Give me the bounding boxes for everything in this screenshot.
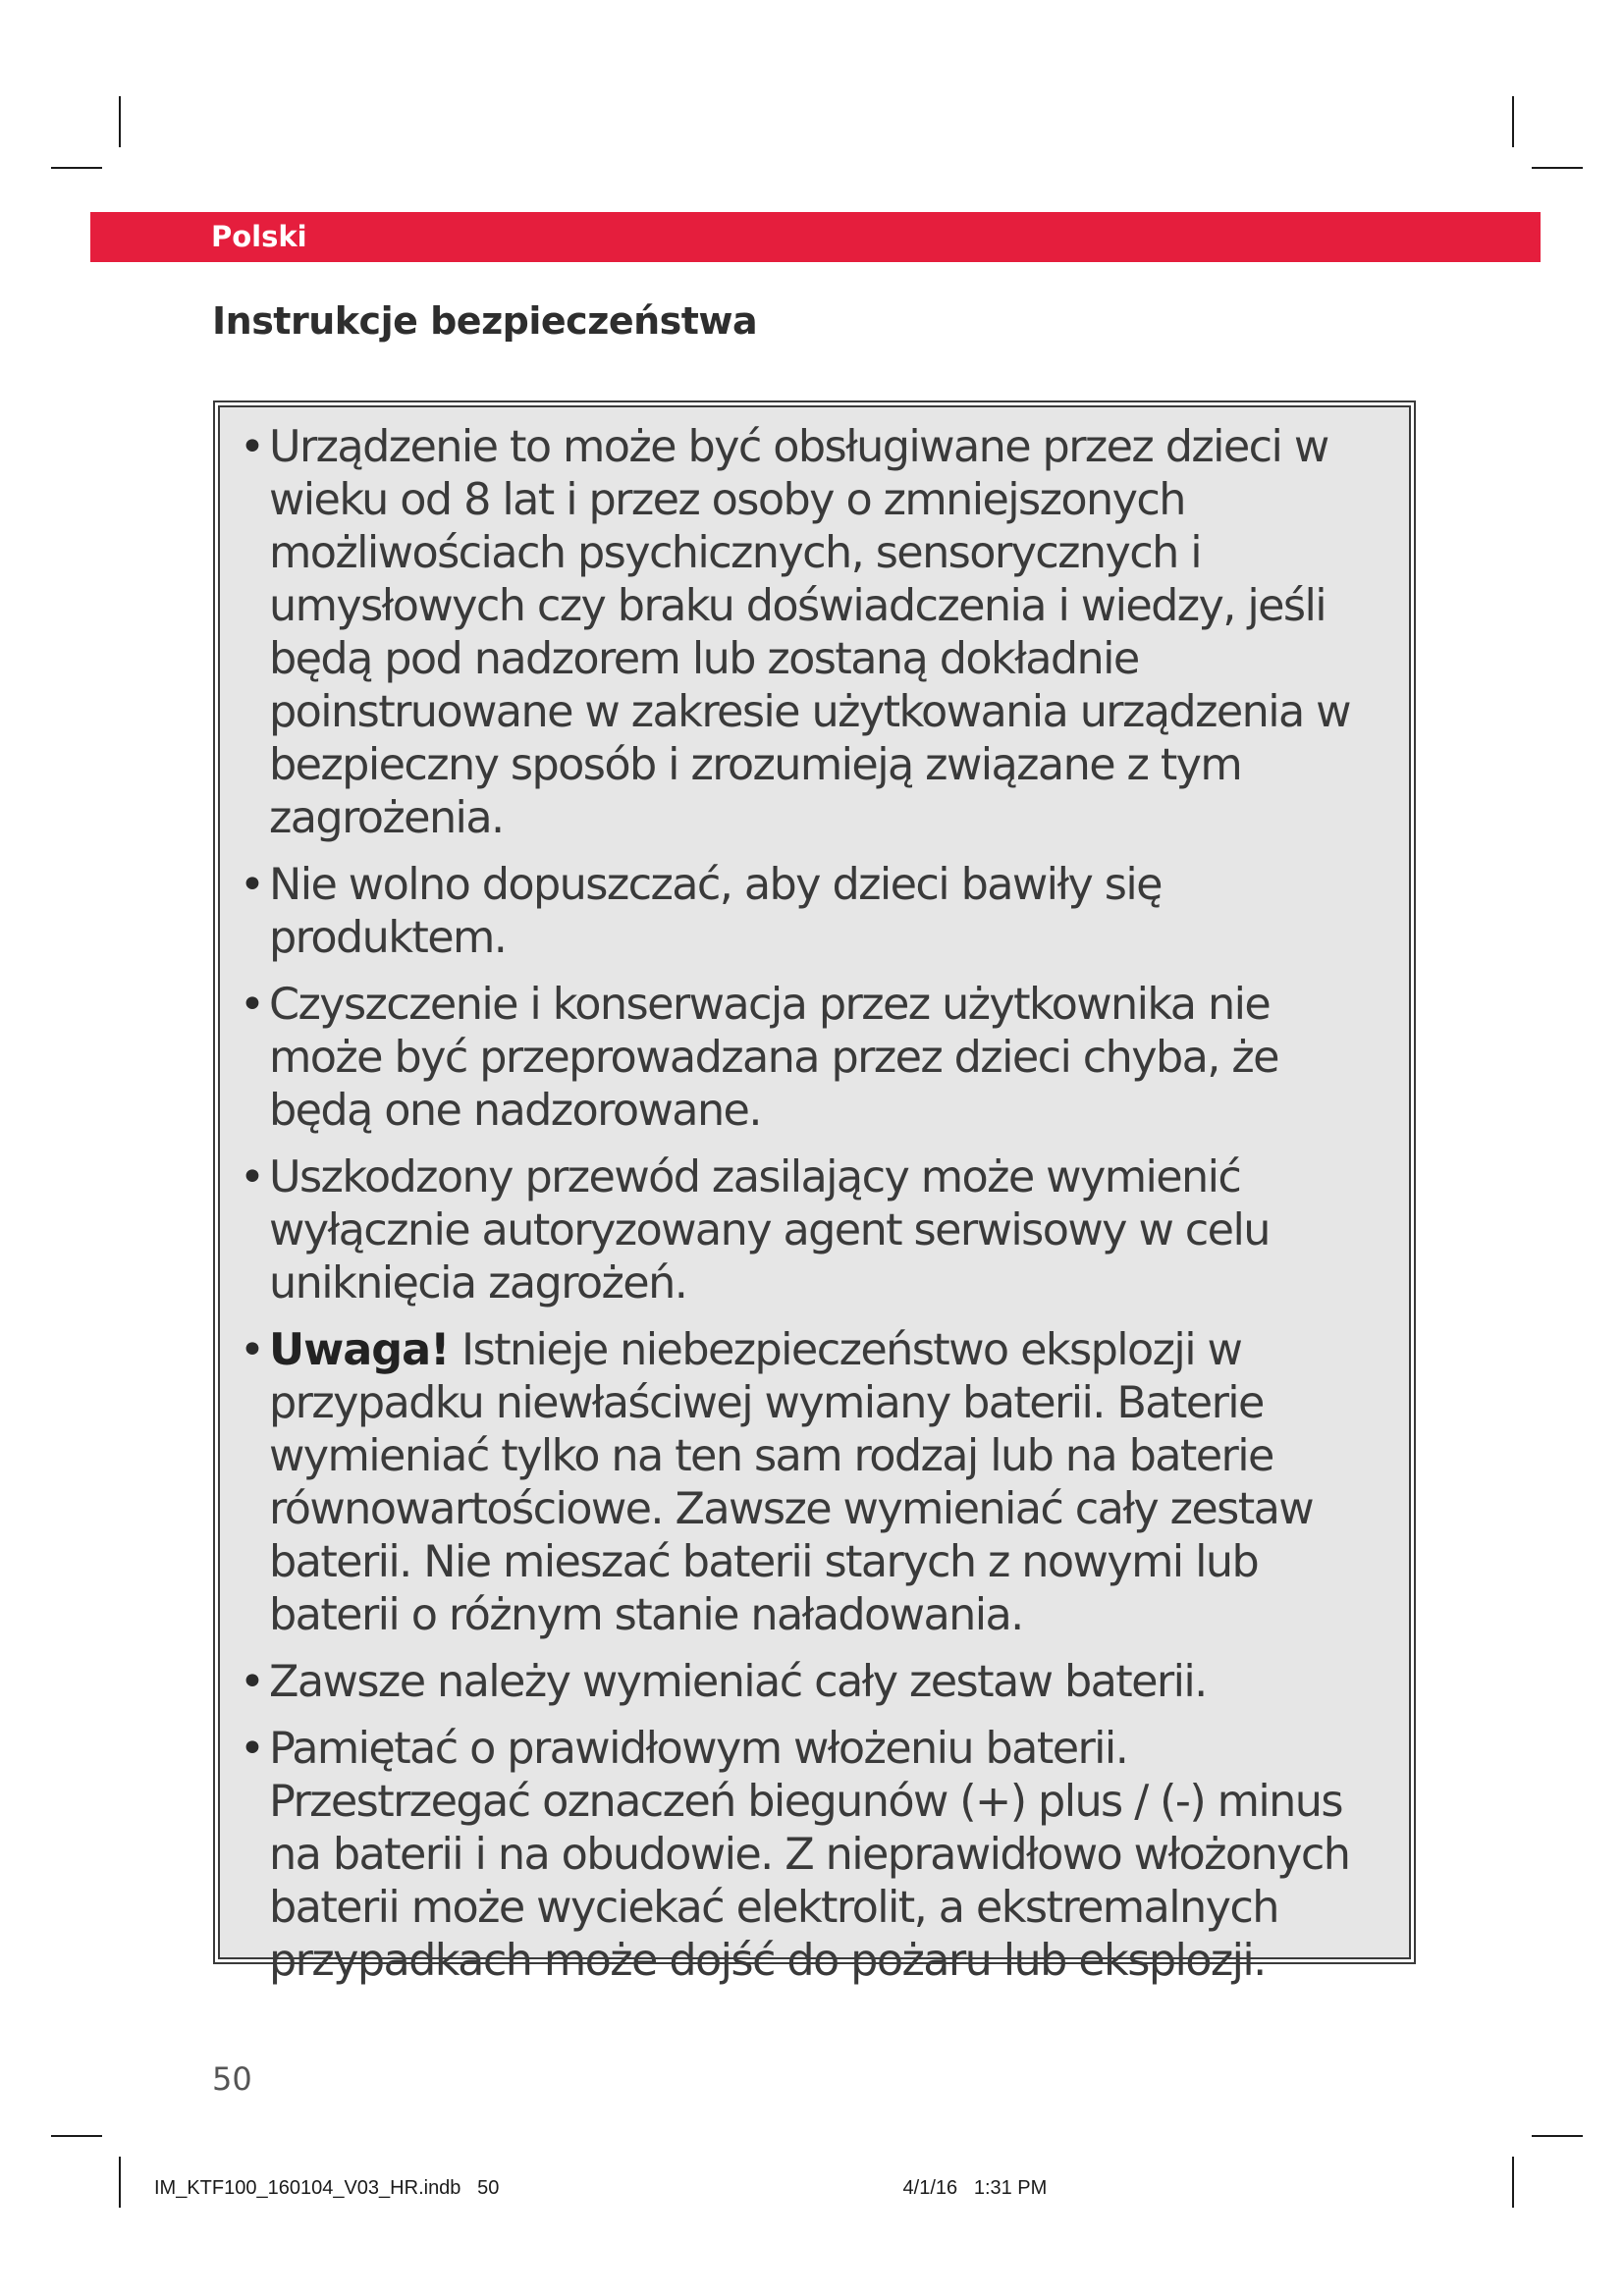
warning-item-polarity: [240, 1723, 1393, 1988]
language-label: Polski: [211, 220, 307, 253]
bullet-icon: •: [240, 1152, 264, 1202]
warning-text: Istnieje niebezpieczeństwo eksplozji w przypadku niewłaściwej wymiany baterii. Baterie wymieniać tylko na ten sam rodzaj lub na baterie równowartościowe. Zawsze wymieniać cały zestaw baterii. Nie mieszać baterii starych z nowymi lub baterii o różnym stanie naładowania.: [269, 1325, 1314, 1640]
bullet-icon: •: [240, 980, 264, 1030]
crop-mark-top-left-horizontal: [51, 167, 102, 169]
crop-mark-top-right-horizontal: [1532, 167, 1583, 169]
section-title: Instrukcje bezpieczeństwa: [212, 299, 758, 343]
bullet-icon: •: [240, 1724, 264, 1774]
warning-item-battery-explosion: [240, 1324, 1393, 1642]
warning-item-children-play: [240, 859, 1393, 965]
warning-item-replace-set: [240, 1656, 1393, 1709]
warning-text: Urządzenie to może być obsługiwane przez dzieci w wieku od 8 lat i przez osoby o zmniejszonych możliwościach psychicznych, sensorycznych i umysłowych czy braku doświadczenia i wiedzy, jeśli będą pod nadzorem lub zostaną dokładnie poinstruowane w zakresie użytkowania urządzenia w bezpieczny sposób i zrozumieją związane z tym zagrożenia.: [269, 422, 1350, 843]
bullet-icon: •: [240, 422, 264, 472]
print-slug: IM_KTF100_160104_V03_HR.indb 50 4/1/16 1:31 PM: [154, 2177, 1048, 2199]
bullet-icon: •: [240, 1325, 264, 1375]
warning-item-supervision: [240, 421, 1393, 845]
language-band: [90, 212, 1541, 262]
bullet-icon: •: [240, 860, 264, 910]
crop-mark-bottom-left-horizontal: [51, 2135, 102, 2137]
safety-warning-list: [240, 421, 1393, 1988]
warning-label: Uwaga!: [269, 1325, 450, 1375]
bullet-icon: •: [240, 1657, 264, 1707]
warning-text: Uszkodzony przewód zasilający może wymienić wyłącznie autoryzowany agent serwisowy w celu uniknięcia zagrożeń.: [269, 1152, 1270, 1308]
crop-mark-bottom-right-horizontal: [1532, 2135, 1583, 2137]
warning-text: Pamiętać o prawidłowym włożeniu baterii. Przestrzegać oznaczeń biegunów (+) plus / (-) minus na baterii i na obudowie. Z nieprawidłowo włożonych baterii może wyciekać elektrolit, a ekstremalnych przypadkach może dojść do pożaru lub eksplozji.: [269, 1724, 1350, 1986]
crop-mark-top-right-vertical: [1512, 96, 1514, 147]
crop-mark-bottom-left-vertical: [119, 2157, 121, 2208]
warning-item-power-cord: [240, 1151, 1393, 1310]
page-number: 50: [212, 2060, 252, 2098]
safety-warning-box: [213, 400, 1416, 1986]
warning-text: Nie wolno dopuszczać, aby dzieci bawiły się produktem.: [269, 860, 1162, 963]
warning-item-cleaning: [240, 979, 1393, 1138]
crop-mark-top-left-vertical: [119, 96, 121, 147]
warning-text: Czyszczenie i konserwacja przez użytkownika nie może być przeprowadzana przez dzieci chyba, że będą one nadzorowane.: [269, 980, 1278, 1136]
safety-warning-box-inner: [218, 405, 1411, 1986]
warning-text: Zawsze należy wymieniać cały zestaw baterii.: [269, 1657, 1207, 1707]
crop-mark-bottom-right-vertical: [1512, 2157, 1514, 2208]
